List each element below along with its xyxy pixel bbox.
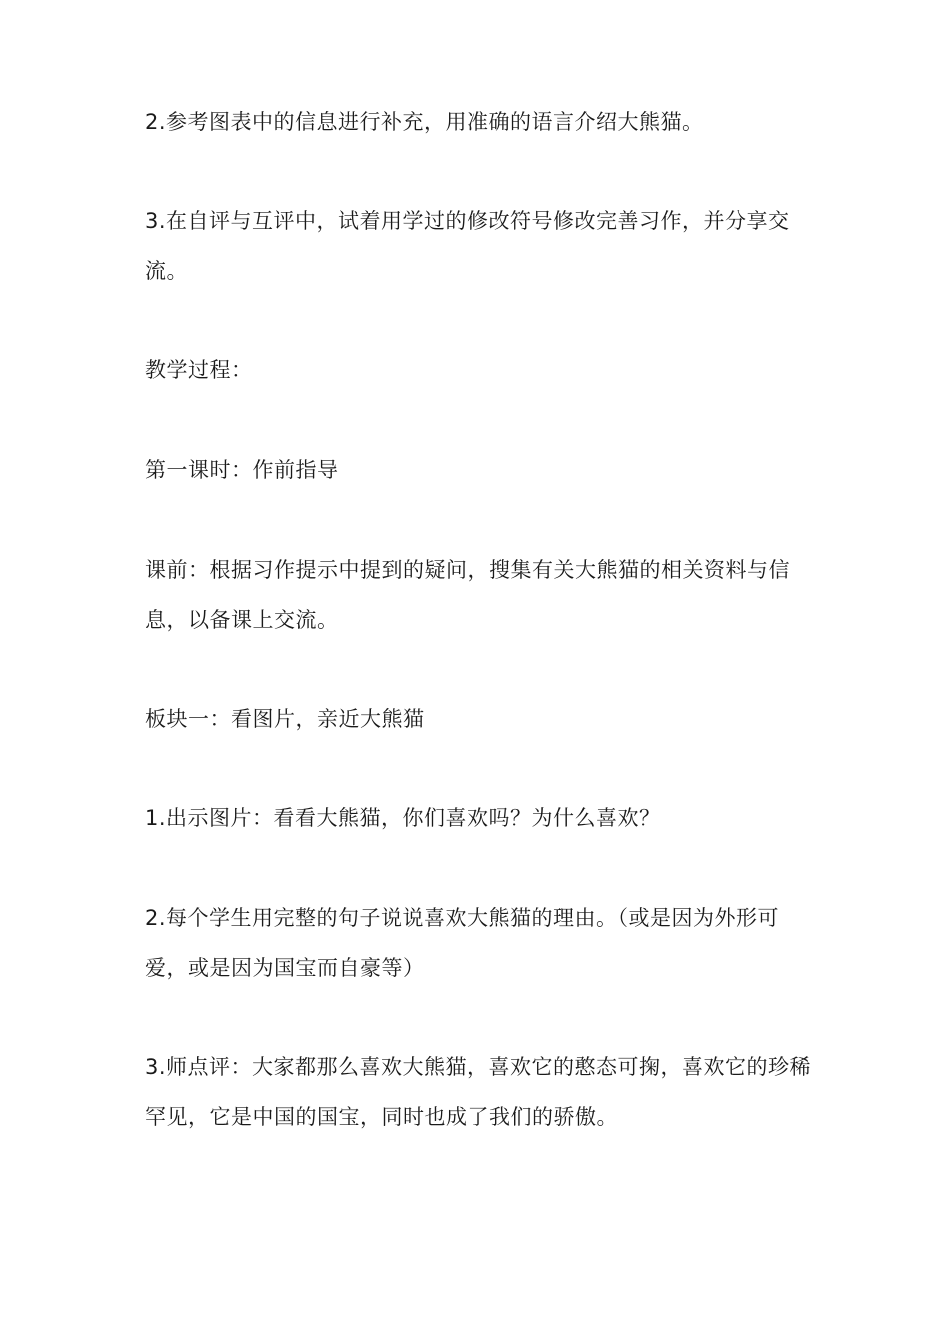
block-one-step-2: 2.每个学生用完整的句子说说喜欢大熊猫的理由。（或是因为外形可爱，或是因为国宝而自豪等） (145, 906, 780, 980)
pre-class-paragraph: 课前：根据习作提示中提到的疑问，搜集有关大熊猫的相关资料与信息，以备课上交流。 (145, 558, 790, 632)
block-one-heading: 板块一：看图片，亲近大熊猫 (145, 707, 425, 731)
objective-3: 3.在自评与互评中，试着用学过的修改符号修改完善习作，并分享交流。 (145, 209, 790, 283)
block-one-step-1: 1.出示图片：看看大熊猫，你们喜欢吗？为什么喜欢？ (145, 806, 661, 830)
objective-2: 2.参考图表中的信息进行补充，用准确的语言介绍大熊猫。 (145, 110, 704, 134)
section-heading-teaching-process: 教学过程： (145, 358, 253, 382)
lesson-heading-first-period: 第一课时：作前指导 (145, 458, 339, 482)
block-one-step-3: 3.师点评：大家都那么喜欢大熊猫，喜欢它的憨态可掬，喜欢它的珍稀罕见，它是中国的国宝，同时也成了我们的骄傲。 (145, 1055, 812, 1129)
